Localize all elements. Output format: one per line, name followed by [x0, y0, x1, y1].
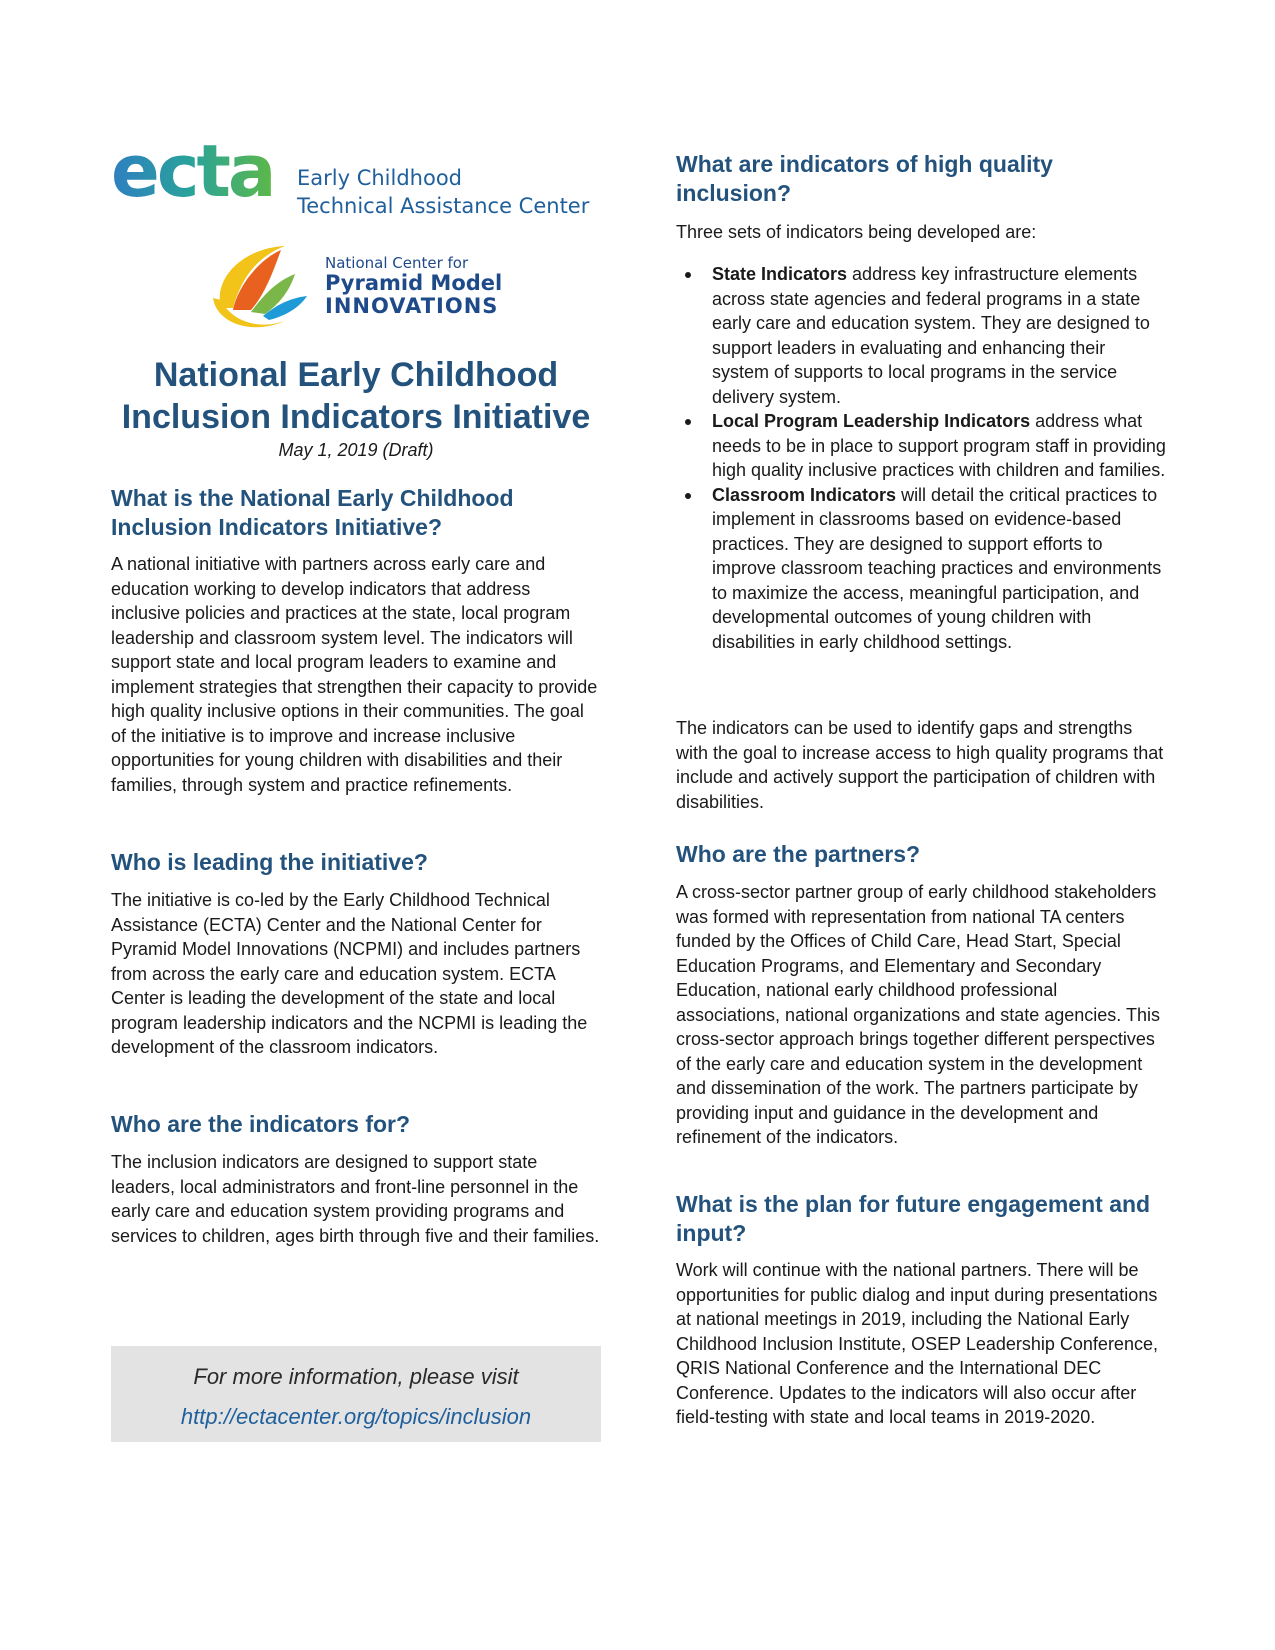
- who-for-body: The inclusion indicators are designed to support state leaders, local administrators and front-line personnel in the early care and education system providing programs and services to children, ages birth through five and their families.: [111, 1152, 600, 1246]
- who-leading-body: The initiative is co-led by the Early Childhood Technical Assistance (ECTA) Center and the National Center for Pyramid Model Innovations (NCPMI) and includes partners from across the early care and education system. ECTA Center is leading the development of the state and local program leadership indicators and the NCPMI is leading the development of the classroom indicators.: [111, 890, 588, 1057]
- heading-future: What is the plan for future engagement and input?: [676, 1191, 1151, 1246]
- ecta-wordmark: [111, 138, 291, 225]
- heading-who-for: Who are the indicators for?: [111, 1111, 411, 1137]
- ecta-wordmark-graphic: [111, 138, 291, 208]
- heading-what-is: What is the National Early Childhood Inclusion Indicators Initiative?: [111, 485, 514, 540]
- more-info-box: [111, 1346, 601, 1442]
- heading-who-leading: Who is leading the initiative?: [111, 849, 428, 875]
- pyramid-logo-text: National Center for Pyramid Model INNOVATIONS: [325, 254, 503, 318]
- future-body: Work will continue with the national partners. There will be opportunities for public dialog and input during presentations at national meetings in 2019, including the National Early Childhood Inclusion Institute, OSEP Leadership Conference, QRIS National Conference and the International DEC Conference. Updates to the indicators will also occur after field-testing with state and local teams in 2019-2020.: [676, 1260, 1158, 1427]
- list-item: State Indicators address key infrastructure elements across state agencies and federal programs in a state early care and education system. They are designed to support leaders in evaluating and enhancing their system of supports to local programs in the service delivery system.: [676, 262, 1166, 409]
- inclusion-link[interactable]: http://ectacenter.org/topics/inclusion: [180, 1404, 532, 1429]
- ecta-logo: [111, 138, 601, 222]
- heading-indicators: What are indicators of high quality inclusion?: [676, 151, 1053, 206]
- indicators-intro: Three sets of indicators being developed are:: [676, 222, 1037, 242]
- pyramid-swirl-icon: [203, 238, 313, 338]
- partners-body: A cross-sector partner group of early childhood stakeholders was formed with representation from national TA centers funded by the Offices of Child Care, Head Start, Special Education Programs, and Elementary and Secondary Education, national early childhood professional associations, national organizations and state agencies. This cross-sector approach brings together different perspectives of the early care and education system in the development and dissemination of the work. The partners participate by providing input and guidance in the development and refinement of the indicators.: [676, 882, 1160, 1147]
- more-info-label: For more information, please visit: [193, 1364, 519, 1389]
- page-title: National Early Childhood Inclusion Indicators Initiative: [121, 356, 591, 436]
- what-is-body: A national initiative with partners across early care and education working to develop indicators that address inclusive policies and practices at the state, local program leadership and classroom system level. The indicators will support state and local program leaders to examine and implement strategies that strengthen their capacity to provide high quality inclusive options in their communities. The goal of the initiative is to improve and increase inclusive opportunities for young children with disabilities and their families, through system and practice refinements.: [111, 554, 598, 795]
- list-item: Classroom Indicators will detail the critical practices to implement in classrooms based on evidence-based practices. They are designed to support efforts to improve classroom teaching practices and environments to maximize the access, meaningful participation, and developmental outcomes of young children with disabilities in early childhood settings.: [676, 483, 1166, 655]
- indicators-closing: The indicators can be used to identify gaps and strengths with the goal to increase access to high quality programs that include and actively support the participation of children with disabilities.: [676, 718, 1164, 812]
- document-date: May 1, 2019 (Draft): [278, 440, 434, 460]
- ecta-subtitle: Early Childhood Technical Assistance Center: [297, 166, 590, 218]
- pyramid-model-logo: [203, 238, 543, 338]
- list-item: Local Program Leadership Indicators address what needs to be in place to support program staff in providing high quality inclusive practices with children and families.: [676, 409, 1166, 483]
- svg-text:ecta: ecta: [111, 138, 274, 208]
- heading-partners: Who are the partners?: [676, 841, 921, 867]
- indicators-list: [676, 262, 1166, 654]
